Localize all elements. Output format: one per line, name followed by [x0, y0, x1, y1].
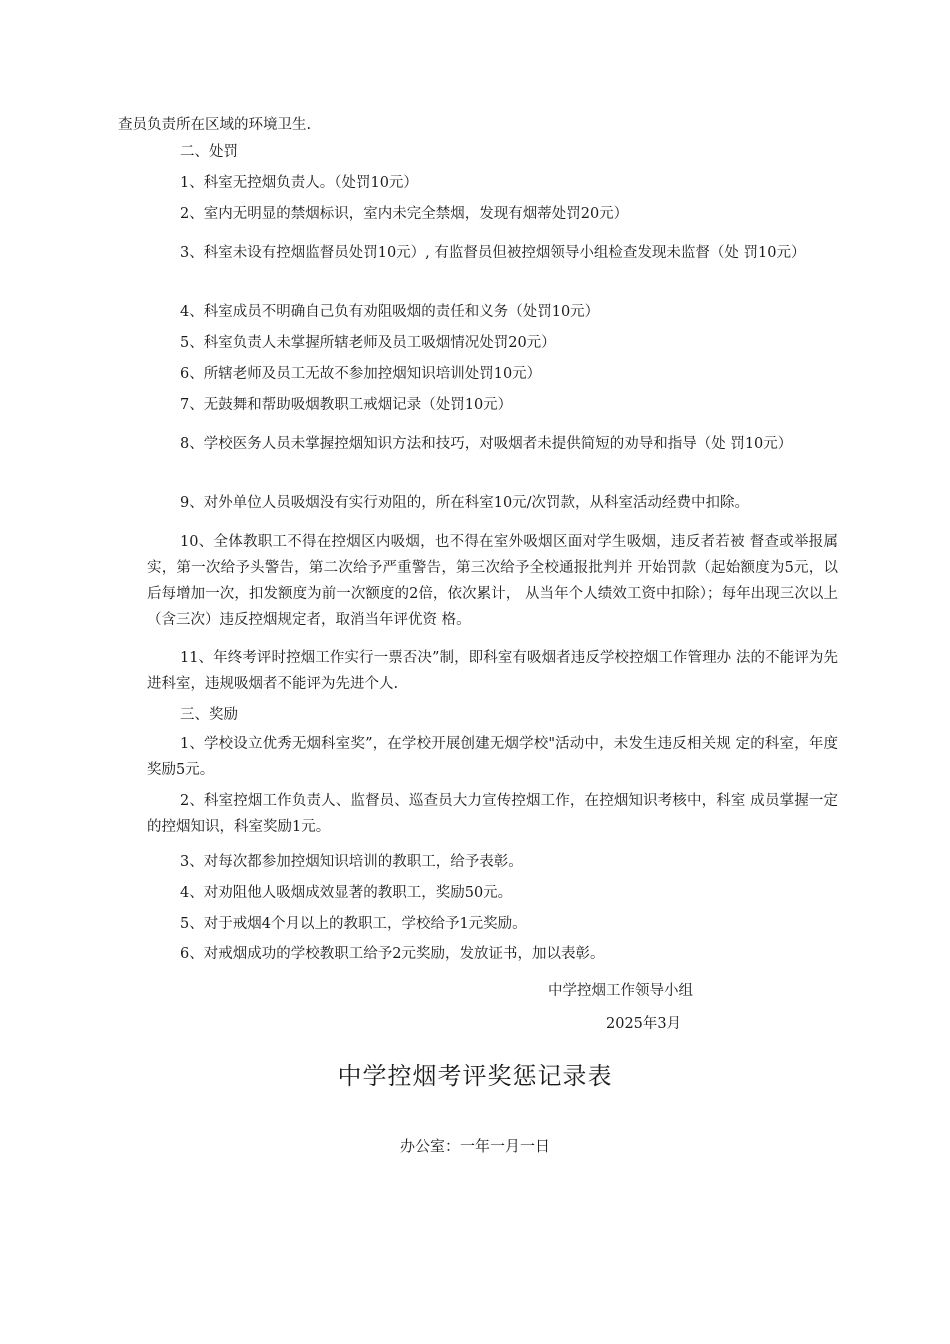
reward-item: 1、学校设立优秀无烟科室奖”，在学校开展创建无烟学校"活动中，未发生违反相关规 定的科室，年度奖励5元。 [147, 736, 838, 778]
continuation-text: 查员负责所在区域的环境卫生. [118, 117, 312, 133]
reward-item: 4、对劝阻他人吸烟成效显著的教职工，奖励50元。 [180, 885, 513, 901]
signature-org: 中学控烟工作领导小组 [548, 983, 693, 999]
section-heading-reward: 三、奖励 [180, 707, 238, 723]
reward-item: 5、对于戒烟4个月以上的教职工，学校给予1元奖励。 [180, 916, 527, 932]
office-date-line: 办公室：一年一月一日 [399, 1137, 550, 1155]
section-heading-penalty: 二、处罚 [180, 144, 238, 160]
penalty-item: 7、无鼓舞和帮助吸烟教职工戒烟记录（处罚10元） [180, 397, 513, 413]
penalty-item: 3、科室未设有控烟监督员处罚10元）, 有监督员但被控烟领导小组检查发现未监督（处 罚10元） [180, 245, 806, 261]
penalty-item: 1、科室无控烟负责人。（处罚10元） [180, 175, 418, 191]
penalty-item: 9、对外单位人员吸烟没有实行劝阻的，所在科室10元/次罚款，从科室活动经费中扣除。 [180, 495, 750, 511]
penalty-item: 11、年终考评时控烟工作实行一票否决”制，即科室有吸烟者违反学校控烟工作管理办 法的不能评为先进科室，违规吸烟者不能评为先进个人. [147, 650, 838, 692]
penalty-item: 8、学校医务人员未掌握控烟知识方法和技巧，对吸烟者未提供简短的劝导和指导（处 罚10元） [180, 436, 793, 452]
reward-item: 3、对每次都参加控烟知识培训的教职工，给予表彰。 [180, 854, 523, 870]
penalty-item: 6、所辖老师及员工无故不参加控烟知识培训处罚10元） [180, 366, 542, 382]
penalty-item: 2、室内无明显的禁烟标识，室内未完全禁烟，发现有烟蒂处罚20元） [180, 206, 629, 222]
record-table-title: 中学控烟考评奖惩记录表 [337, 1062, 613, 1090]
signature-date: 2025年3月 [606, 1016, 682, 1032]
penalty-item: 5、科室负责人未掌握所辖老师及员工吸烟情况处罚20元） [180, 335, 556, 351]
penalty-item: 4、科室成员不明确自己负有劝阻吸烟的责任和义务（处罚10元） [180, 304, 600, 320]
reward-item: 6、对戒烟成功的学校教职工给予2元奖励，发放证书，加以表彰。 [180, 946, 605, 962]
penalty-item: 10、全体教职工不得在控烟区内吸烟，也不得在室外吸烟区面对学生吸烟，违反者若被 督查或举报属实，第一次给予头警告，第二次给予严重警告，第三次给予全校通报批判并 开始罚款（起始额度为5元，以后每增加一次，扣发额度为前一次额度的2倍，依次累计， 从当年个人绩效工资中扣除）；每年出现三次以上（含三次）违反控烟规定者，取消当年评优资 格。 [147, 534, 838, 628]
reward-item: 2、科室控烟工作负责人、监督员、巡查员大力宣传控烟工作，在控烟知识考核中，科室 成员掌握一定的控烟知识，科室奖励1元。 [147, 793, 838, 835]
